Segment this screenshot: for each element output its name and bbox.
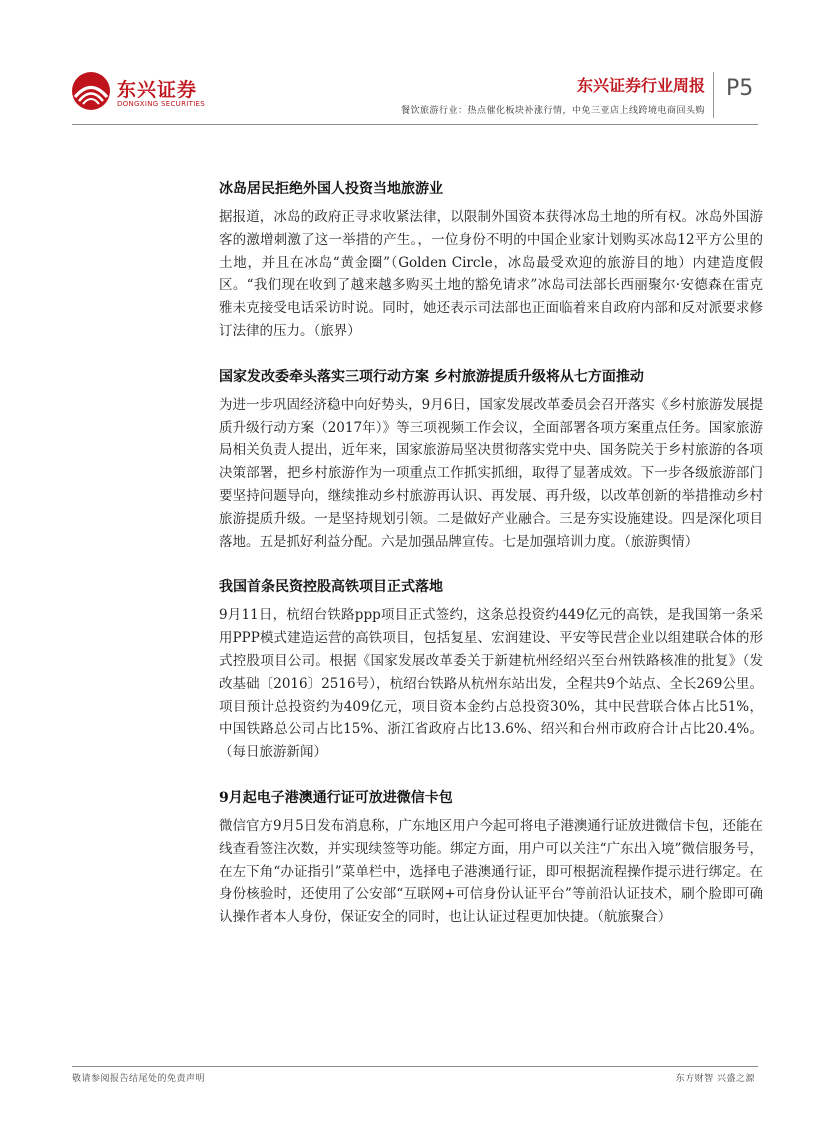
page-number: P5 xyxy=(726,76,754,101)
news-section-wechat-pass xyxy=(219,787,763,929)
report-subtitle: 餐饮旅游行业：热点催化板块补涨行情，中免三亚店上线跨境电商回头购 xyxy=(400,106,705,116)
section-body: 为进一步巩固经济稳中向好势头，9月6日，国家发展改革委员会召开落实《乡村旅游发展提质升级行动方案（2017年）》等三项视频工作会议，全面部署各项方案重点任务。国家旅游局相关负责人提出，近年来，国家旅游局坚决贯彻落实党中央、国务院关于乡村旅游的各项决策部署，把乡村旅游作为一项重点工作抓实抓细，取得了显著成效。下一步各级旅游部门要坚持问题导向，继续推动乡村旅游再认识、再发展、再升级，以改革创新的举措推动乡村旅游提质升级。一是坚持规划引领。二是做好产业融合。三是夯实设施建设。四是深化项目落地。五是抓好利益分配。六是加强品牌宣传。七是加强培训力度。（旅游舆情） xyxy=(219,396,763,550)
article-content xyxy=(219,178,763,952)
section-title: 9月起电子港澳通行证可放进微信卡包 xyxy=(219,789,453,806)
company-logo xyxy=(70,70,210,114)
section-title: 冰岛居民拒绝外国人投资当地旅游业 xyxy=(219,181,443,197)
report-title: 东兴证券行业周报 xyxy=(576,76,705,95)
footer-rule xyxy=(72,1066,758,1067)
header-divider xyxy=(713,72,714,118)
page-header xyxy=(0,0,827,130)
section-title: 我国首条民资控股高铁项目正式落地 xyxy=(219,579,443,596)
section-body: 微信官方9月5日发布消息称，广东地区用户今起可将电子港澳通行证放进微信卡包，还能在线查看签注次数，并实现续签等功能。绑定方面，用户可以关注“广东出入境”微信服务号，在左下角“办证指引”菜单栏中，选择电子港澳通行证，即可根据流程操作提示进行绑定。在身份核验时，还使用了公安部“互联网+可信身份认证平台”等前沿认证技术，刷个脸即可确认操作者本人身份，保证安全的同时，也让认证过程更加快捷。（航旅聚合） xyxy=(219,817,763,926)
section-body: 据报道，冰岛的政府正寻求收紧法律，以限制外国资本获得冰岛土地的所有权。冰岛外国游客的激增刺激了这一举措的产生。，一位身份不明的中国企业家计划购买冰岛12平方公里的土地，并且在冰岛“黄金圈”（Golden Circle，冰岛最受欢迎的旅游目的地）内建造度假区。“我们现在收到了越来越多购买土地的豁免请求”冰岛司法部长西丽聚尔·安德森在雷克雅未克接受电话采访时说。同时，她还表示司法部也正面临着来自政府内部和反对派要求修订法律的压力。（旅界） xyxy=(219,209,763,339)
logo-text-cn: 东兴证券 xyxy=(117,79,198,101)
dongxing-logo-icon xyxy=(70,70,112,112)
news-section-iceland xyxy=(219,178,763,343)
header-rule xyxy=(72,124,758,125)
logo-text-en: DONGXING SECURITIES xyxy=(117,100,206,108)
footer-disclaimer: 敬请参阅报告结尾处的免责声明 xyxy=(72,1074,206,1084)
news-section-high-speed-rail xyxy=(219,576,763,764)
news-section-rural-tourism xyxy=(219,366,763,554)
section-title: 国家发改委牵头落实三项行动方案 乡村旅游提质升级将从七方面推动 xyxy=(219,368,644,385)
section-body: 9月11日，杭绍台铁路ppp项目正式签约，这条总投资约449亿元的高铁，是我国第一条采用PPP模式建造运营的高铁项目，包括复星、宏润建设、平安等民营企业以组建联合体的形式控股项目公司。根据《国家发展改革委关于新建杭州经绍兴至台州铁路核准的批复》（发改基础〔2016〕2516号），杭绍台铁路从杭州东站出发，全程共9个站点、全长269公里。项目预计总投资约为409亿元，项目资本金约占总投资30%，其中民营联合体占比51%，中国铁路总公司占比15%、浙江省政府占比13.6%、绍兴和台州市政府合计占比20.4%。（每日旅游新闻） xyxy=(219,607,763,761)
footer-slogan: 东方财智 兴盛之源 xyxy=(675,1074,755,1084)
